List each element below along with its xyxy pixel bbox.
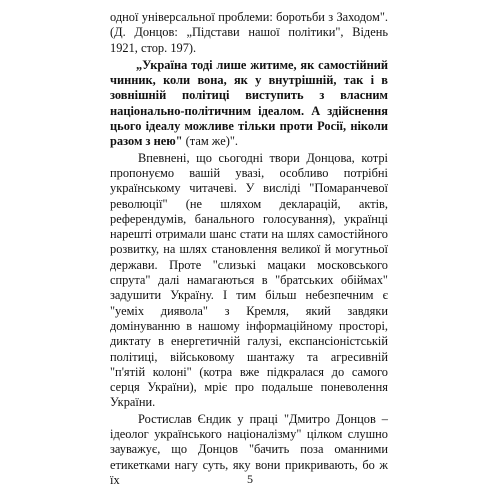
page-number: 5	[247, 472, 253, 486]
paragraph-body: Ростислав Єндик у праці "Дмитро Донцов – ідеолог українського націоналізму" цілком слушно зауважує, що Донцов "бачить поза оманними етикетками нагу суть, яку вони прикривають, бо ж їх	[110, 411, 388, 487]
body-text	[110, 10, 388, 488]
bold-quote-text: „Україна тоді лише житиме, як самостійний чинник, коли вона, як у внутрішній, так і в зовнішній політиці виступить з власним національно-політичним ідеалом. А здійснення цього ідеалу можливе тільки проти Росії, ніколи разом з нею"	[110, 57, 388, 149]
paragraph-bold-quote	[110, 58, 388, 150]
quote-citation: (там же)".	[182, 134, 238, 149]
paragraph-quote-source: одної універсальної проблеми: боротьби з Заходом". (Д. Донцов: „Підстави нашої політики", Відень 1921, стор. 197).	[110, 10, 388, 55]
paragraph-body: Впевнені, що сьогодні твори Донцова, котрі пропонуємо вашій увазі, особливо потрібні українському читачеві. У висліді "Помаранчевої революції" (не шляхом декларацій, актів, референдумів, банального голосування), українці нарешті отримали шанс стати на шлях самостійного розвитку, на шлях становлення великої й могутньої держави. Проте "слизькі мацаки московського спрута" далі намагаються в "братських обіймах" задушити Україну. І тим більш небезпечним є "уеміх диявола" з Кремля, який завдяки домінуванню в нашому інформаційному просторі, диктату в енергетичній галузі, експансіоністській політиці, військовому шантажу та агресивній "п'ятій колоні" (котра вже підкралася до самого серця України), мріє про подальше поневолення України.	[110, 150, 388, 410]
